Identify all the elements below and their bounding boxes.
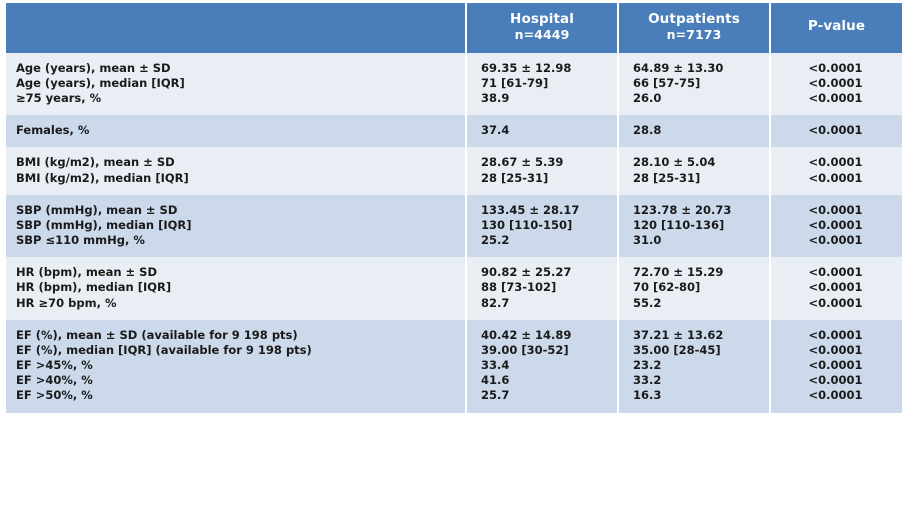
outpatients-value-cell-line: 33.2 (633, 373, 662, 388)
hospital-value-cell (466, 257, 618, 320)
outpatients-value-cell (618, 115, 770, 147)
outpatients-value-cell-line: 26.0 (633, 91, 662, 106)
row-label-cell-line: BMI (kg/m2), median [IQR] (16, 170, 189, 185)
outpatients-value-cell-line: 66 [57-75] (633, 75, 701, 90)
row-label-cell-line: HR (bpm), mean ± SD (16, 265, 158, 280)
hospital-value-cell-line: 39.00 [30-52] (481, 342, 569, 357)
table-row (6, 53, 902, 116)
row-label-cell-line: Females, % (16, 123, 90, 138)
row-label-cell-line: SBP (mmHg), mean ± SD (16, 202, 178, 217)
pvalue-cell-line: <0.0001 (808, 91, 863, 106)
column-header-pvalue-label: P-value (807, 18, 866, 35)
row-label-cell-line: HR (bpm), median [IQR] (16, 280, 172, 295)
table-header (6, 3, 902, 53)
hospital-value-cell (466, 147, 618, 194)
hospital-value-cell-line: 33.4 (481, 358, 510, 373)
pvalue-cell-line: <0.0001 (808, 280, 863, 295)
hospital-value-cell-line: 133.45 ± 28.17 (481, 202, 580, 217)
row-label-cell-line: EF >45%, % (16, 358, 93, 373)
outpatients-value-cell (618, 257, 770, 320)
row-label-cell (6, 147, 466, 194)
row-label-cell-line: Age (years), mean ± SD (16, 60, 171, 75)
hospital-value-cell-line: 40.42 ± 14.89 (481, 327, 572, 342)
row-label-cell-line: BMI (kg/m2), mean ± SD (16, 155, 175, 170)
pvalue-cell (770, 147, 902, 194)
pvalue-cell-line: <0.0001 (808, 123, 863, 138)
pvalue-cell-line: <0.0001 (808, 170, 863, 185)
column-header-variable (6, 3, 466, 53)
outpatients-value-cell (618, 195, 770, 258)
pvalue-cell-line: <0.0001 (808, 155, 863, 170)
hospital-value-cell (466, 320, 618, 413)
row-label-cell-line: EF >50%, % (16, 388, 93, 403)
outpatients-value-cell-line: 37.21 ± 13.62 (633, 327, 724, 342)
hospital-value-cell-line: 82.7 (481, 295, 510, 310)
table-row (6, 320, 902, 413)
pvalue-cell-line: <0.0001 (808, 373, 863, 388)
pvalue-cell-line: <0.0001 (808, 342, 863, 357)
outpatients-value-cell-line: 123.78 ± 20.73 (633, 202, 732, 217)
table-row (6, 115, 902, 147)
outpatients-value-cell-line: 72.70 ± 15.29 (633, 265, 724, 280)
pvalue-cell-line: <0.0001 (808, 295, 863, 310)
outpatients-value-cell-line: 28.8 (633, 123, 662, 138)
row-label-cell-line: EF (%), mean ± SD (available for 9 198 pts) (16, 327, 298, 342)
column-header-pvalue (770, 3, 902, 53)
pvalue-cell-line: <0.0001 (808, 388, 863, 403)
column-header-hospital-label: Hospital (510, 11, 574, 27)
table-header-row (6, 3, 902, 53)
row-label-cell (6, 115, 466, 147)
pvalue-cell-line: <0.0001 (808, 327, 863, 342)
outpatients-value-cell-line: 70 [62-80] (633, 280, 701, 295)
hospital-value-cell-line: 71 [61-79] (481, 75, 549, 90)
table-row (6, 147, 902, 194)
outpatients-value-cell-line: 55.2 (633, 295, 662, 310)
pvalue-cell-line: <0.0001 (808, 202, 863, 217)
column-header-hospital (466, 3, 618, 53)
hospital-value-cell-line: 28.67 ± 5.39 (481, 155, 564, 170)
pvalue-cell-line: <0.0001 (808, 60, 863, 75)
pvalue-cell-line: <0.0001 (808, 217, 863, 232)
hospital-value-cell (466, 53, 618, 116)
outpatients-value-cell-line: 31.0 (633, 233, 662, 248)
row-label-cell-line: EF (%), median [IQR] (available for 9 198 pts) (16, 342, 312, 357)
column-header-outpatients-label: Outpatients (648, 11, 740, 27)
hospital-value-cell-line: 38.9 (481, 91, 510, 106)
row-label-cell-line: EF >40%, % (16, 373, 93, 388)
pvalue-cell-line: <0.0001 (808, 75, 863, 90)
outpatients-value-cell-line: 120 [110-136] (633, 217, 725, 232)
row-label-cell (6, 53, 466, 116)
outpatients-value-cell-line: 28 [25-31] (633, 170, 701, 185)
outpatients-value-cell-line: 64.89 ± 13.30 (633, 60, 724, 75)
hospital-value-cell-line: 90.82 ± 25.27 (481, 265, 572, 280)
hospital-value-cell-line: 25.2 (481, 233, 510, 248)
clinical-characteristics-table (6, 3, 902, 413)
pvalue-cell (770, 320, 902, 413)
outpatients-value-cell-line: 23.2 (633, 358, 662, 373)
row-label-cell (6, 257, 466, 320)
hospital-value-cell-line: 28 [25-31] (481, 170, 549, 185)
row-label-cell-line: SBP (mmHg), median [IQR] (16, 217, 192, 232)
row-label-cell (6, 320, 466, 413)
outpatients-value-cell (618, 53, 770, 116)
row-label-cell (6, 195, 466, 258)
outpatients-value-cell-line: 16.3 (633, 388, 662, 403)
hospital-value-cell-line: 41.6 (481, 373, 510, 388)
outpatients-value-cell (618, 320, 770, 413)
pvalue-cell (770, 195, 902, 258)
table-body (6, 53, 902, 413)
outpatients-value-cell-line: 28.10 ± 5.04 (633, 155, 716, 170)
hospital-value-cell-line: 130 [110-150] (481, 217, 573, 232)
table-row (6, 195, 902, 258)
hospital-value-cell-line: 37.4 (481, 123, 510, 138)
pvalue-cell-line: <0.0001 (808, 233, 863, 248)
pvalue-cell (770, 115, 902, 147)
hospital-value-cell (466, 195, 618, 258)
column-header-hospital-n: n=4449 (514, 26, 570, 42)
row-label-cell-line: SBP ≤110 mmHg, % (16, 233, 145, 248)
column-header-outpatients (618, 3, 770, 53)
column-header-outpatients-n: n=7173 (666, 26, 722, 42)
table-row (6, 257, 902, 320)
row-label-cell-line: ≥75 years, % (16, 91, 102, 106)
pvalue-cell (770, 257, 902, 320)
pvalue-cell-line: <0.0001 (808, 358, 863, 373)
row-label-cell-line: HR ≥70 bpm, % (16, 295, 117, 310)
hospital-value-cell-line: 88 [73-102] (481, 280, 557, 295)
row-label-cell-line: Age (years), median [IQR] (16, 75, 185, 90)
pvalue-cell (770, 53, 902, 116)
outpatients-value-cell (618, 147, 770, 194)
outpatients-value-cell-line: 35.00 [28-45] (633, 342, 721, 357)
pvalue-cell-line: <0.0001 (808, 265, 863, 280)
hospital-value-cell-line: 69.35 ± 12.98 (481, 60, 572, 75)
hospital-value-cell-line: 25.7 (481, 388, 510, 403)
hospital-value-cell (466, 115, 618, 147)
